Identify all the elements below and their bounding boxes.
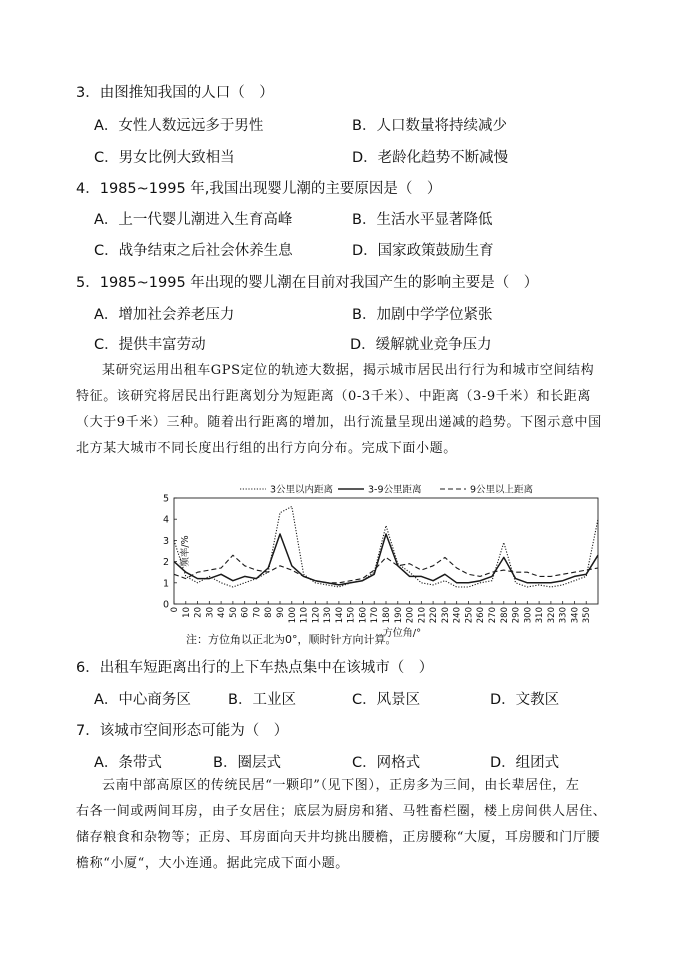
x-tick-label: 10 <box>181 607 192 618</box>
passage-line: 云南中部高原区的传统民居“一颗印”（见下图），正房多为三间，由长辈居住，左 <box>102 778 580 793</box>
x-tick-label: 300 <box>523 607 534 624</box>
x-axis-label: 方位角/° <box>382 628 422 639</box>
option-a[interactable]: A．中心商务区 <box>94 692 191 708</box>
question-number: 5． <box>76 275 100 291</box>
legend-label: 3公里以内距离 <box>270 484 334 496</box>
x-tick-label: 200 <box>405 607 416 624</box>
option-d[interactable]: D．文教区 <box>490 692 560 708</box>
question-number: 4． <box>76 181 100 197</box>
option-c[interactable]: C．网格式 <box>352 755 421 771</box>
option-b[interactable]: B．加剧中学学位紧张 <box>352 307 493 323</box>
option-b[interactable]: B．圈层式 <box>213 755 281 771</box>
x-tick-label: 270 <box>488 607 498 624</box>
x-tick-label: 40 <box>217 607 228 618</box>
y-tick-label: 2 <box>162 557 169 569</box>
y-tick-label: 5 <box>162 493 169 505</box>
x-tick-label: 90 <box>276 607 286 618</box>
x-tick-label: 310 <box>535 607 546 624</box>
x-tick-label: 50 <box>228 607 239 618</box>
x-tick-label: 160 <box>358 607 369 624</box>
question-text: 由图推知我国的人口（ ） <box>99 85 274 101</box>
x-tick-label: 60 <box>240 607 251 618</box>
option-d[interactable]: D．老龄化趋势不断减慢 <box>352 150 509 166</box>
question-text: 该城市空间形态可能为（ ） <box>99 723 289 739</box>
y-tick-label: 1 <box>162 578 169 590</box>
x-tick-label: 150 <box>346 607 357 624</box>
x-tick-label: 140 <box>334 607 345 624</box>
x-tick-label: 240 <box>452 607 463 624</box>
x-tick-label: 130 <box>323 607 334 624</box>
x-tick-label: 330 <box>558 607 569 624</box>
x-tick-label: 220 <box>429 607 440 624</box>
option-c[interactable]: C．男女比例大致相当 <box>94 150 235 166</box>
x-tick-label: 70 <box>252 607 263 618</box>
x-tick-label: 260 <box>476 607 487 624</box>
legend-label: 9公里以上距离 <box>470 484 534 496</box>
option-a[interactable]: A．上一代婴儿潮进入生育高峰 <box>94 212 293 228</box>
question-7-stem <box>76 719 288 740</box>
option-c[interactable]: C．战争结束之后社会休养生息 <box>94 243 293 259</box>
x-tick-label: 320 <box>546 607 557 624</box>
option-c[interactable]: C．风景区 <box>352 692 421 708</box>
x-tick-label: 340 <box>570 607 581 624</box>
option-a[interactable]: A．女性人数远远多于男性 <box>94 118 264 134</box>
x-tick-label: 230 <box>440 607 451 624</box>
y-tick-label: 0 <box>162 599 169 611</box>
passage-line: 特征。该研究将居民出行距离划分为短距离（0-3千米）、中距离（3-9千米）和长距离 <box>76 389 591 404</box>
question-number: 3． <box>76 85 100 101</box>
y-tick-label: 3 <box>162 535 169 547</box>
question-text: 1985~1995 年出现的婴儿潮在目前对我国产生的影响主要是（ ） <box>99 275 539 291</box>
option-d[interactable]: D．国家政策鼓励生育 <box>352 243 494 259</box>
question-number: 6． <box>76 660 100 676</box>
x-tick-label: 120 <box>311 607 322 624</box>
option-d[interactable]: D．缓解就业竞争压力 <box>350 337 492 353</box>
x-tick-label: 210 <box>417 607 428 624</box>
question-number: 7． <box>76 723 100 739</box>
reading-passage-dwelling <box>76 773 624 877</box>
passage-line: 檐称“小厦“，大小连通。据此完成下面小题。 <box>76 856 349 871</box>
x-tick-label: 280 <box>499 607 510 624</box>
passage-line: （大于9千米）三种。随着出行距离的增加，出行流量呈现出递减的趋势。下图示意中国 <box>76 415 602 430</box>
x-tick-label: 350 <box>582 607 593 624</box>
legend-label: 3-9公里距离 <box>368 484 422 496</box>
x-tick-label: 250 <box>464 607 475 624</box>
question-text: 出租车短距离出行的上下车热点集中在该城市（ ） <box>99 660 434 676</box>
chart-note: 注：方位角以正北为0°，顺时针方向计算。 <box>186 633 397 646</box>
x-tick-label: 290 <box>511 607 522 624</box>
option-a[interactable]: A．条带式 <box>94 755 162 771</box>
x-tick-label: 30 <box>205 607 216 618</box>
passage-line: 某研究运用出租车GPS定位的轨迹大数据，揭示城市居民出行行为和城市空间结构 <box>102 363 595 378</box>
x-tick-label: 20 <box>193 607 204 618</box>
question-5-stem <box>76 271 538 292</box>
plot-frame <box>174 498 598 604</box>
question-6-stem <box>76 656 433 677</box>
question-3-stem <box>76 81 274 102</box>
direction-frequency-chart <box>140 480 610 642</box>
option-d[interactable]: D．组团式 <box>490 755 560 771</box>
passage-line: 北方某大城市不同长度出行组的出行方向分布。完成下面小题。 <box>76 441 457 456</box>
x-tick-label: 0 <box>170 607 180 613</box>
x-tick-label: 180 <box>382 607 392 624</box>
x-tick-label: 80 <box>264 607 275 618</box>
x-tick-label: 190 <box>393 607 404 624</box>
question-4-stem <box>76 177 441 198</box>
question-text: 1985~1995 年,我国出现婴儿潮的主要原因是（ ） <box>99 181 442 197</box>
reading-passage-taxi <box>76 358 624 462</box>
option-c[interactable]: C．提供丰富劳动 <box>94 337 206 353</box>
option-a[interactable]: A．增加社会养老压力 <box>94 307 235 323</box>
x-tick-label: 100 <box>287 607 298 624</box>
y-tick-label: 4 <box>162 514 169 526</box>
x-tick-label: 110 <box>299 607 310 624</box>
x-tick-label: 170 <box>370 607 381 624</box>
y-axis-label: 频率/% <box>180 535 191 567</box>
option-b[interactable]: B．生活水平显著降低 <box>352 212 493 228</box>
passage-line: 储存粮食和杂物等；正房、耳房面向天井均挑出腰檐，正房腰称“大厦，耳房腰和门厅腰 <box>76 830 601 845</box>
option-b[interactable]: B．人口数量将持续减少 <box>352 118 507 134</box>
passage-line: 右各一间或两间耳房，由子女居住；底层为厨房和猪、马牲畜栏圈，楼上房间供人居住、 <box>76 804 607 819</box>
option-b[interactable]: B．工业区 <box>228 692 296 708</box>
